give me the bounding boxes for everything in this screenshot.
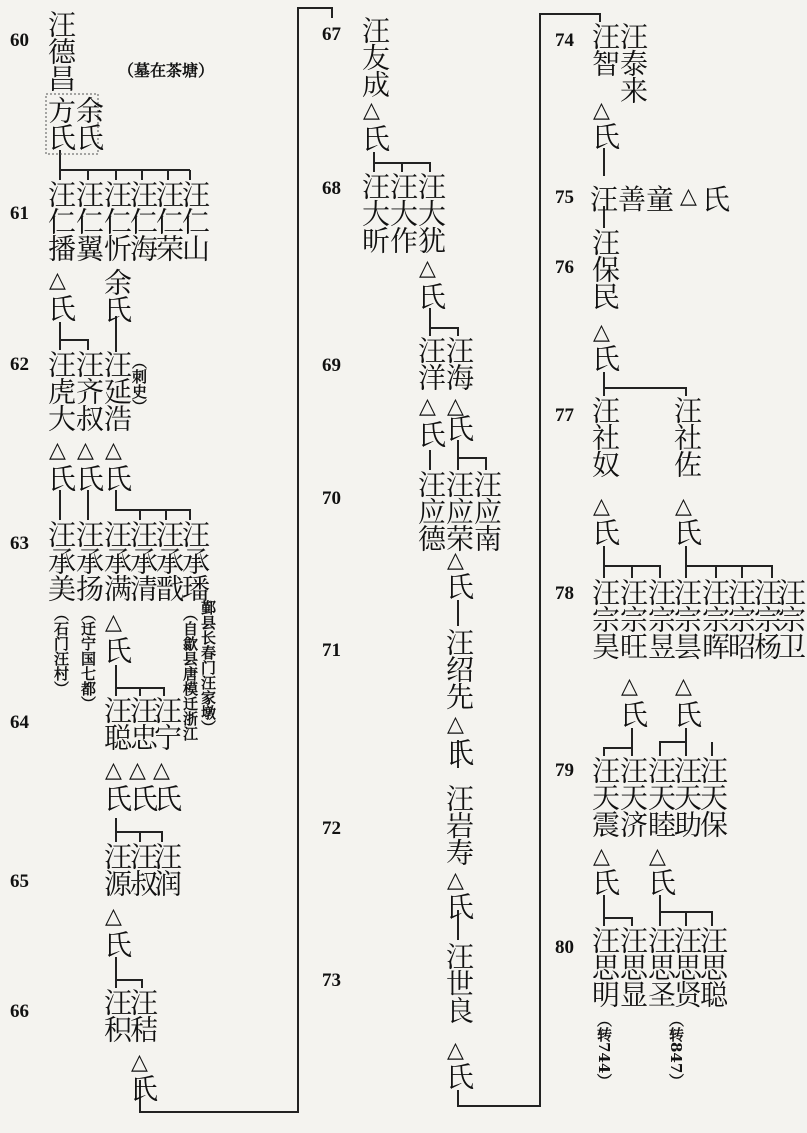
wife-g77-2: 氏 <box>670 518 703 545</box>
wife-g65: 氏 <box>100 930 133 957</box>
person-g63-2: 汪承扬 <box>72 520 105 601</box>
gen-67: 67 <box>322 24 341 45</box>
person-g68-1: 汪大昕 <box>358 172 391 253</box>
person-g63-5: 汪承戬 <box>152 520 185 601</box>
person-g79-5: 汪天保 <box>696 756 729 837</box>
gen-76: 76 <box>555 257 574 278</box>
person-g78-1: 汪宗昊 <box>588 578 621 659</box>
wife-g64-1: 氏 <box>100 784 133 811</box>
wife-g64-2: 氏 <box>126 784 159 811</box>
person-g74-2: 汪泰来 <box>616 22 649 103</box>
gen-62: 62 <box>10 354 29 375</box>
person-g66-1: 汪积 <box>100 988 133 1042</box>
person-g63-1: 汪承美 <box>44 520 77 601</box>
wife-g68: 氏 <box>414 282 447 309</box>
tri-g70: △ <box>447 548 464 573</box>
person-g64-3: 汪宁 <box>150 696 183 750</box>
tri-g79-2: △ <box>649 844 666 869</box>
wife-g70: 氏 <box>442 572 475 599</box>
wife-g76: 氏 <box>588 344 621 371</box>
wife-g64-3: 氏 <box>150 784 183 811</box>
wife-g62-2: 氏 <box>72 464 105 491</box>
person-g70-1: 汪应德 <box>414 470 447 551</box>
tri-g65: △ <box>105 904 122 929</box>
person-g61-3: 汪仁忻 <box>100 180 133 261</box>
gen-73: 73 <box>322 970 341 991</box>
g80-note-1: （转744） <box>595 1012 613 1089</box>
g63-note-2: （迁宁国七都） <box>79 606 97 711</box>
person-g64-2: 汪忠 <box>126 696 159 750</box>
g63-note-3: （自歙县唐模迁浙江 <box>181 606 199 741</box>
person-g69-1: 汪洋 <box>414 336 447 390</box>
person-g80-3: 汪思圣 <box>644 926 677 1007</box>
wife-g74: 氏 <box>588 122 621 149</box>
tri-g62-3: △ <box>105 438 122 463</box>
gen-64: 64 <box>10 712 29 733</box>
tri-g63: △ <box>105 610 122 635</box>
tri-g76: △ <box>593 320 610 345</box>
tri-g66: △ <box>131 1050 148 1075</box>
person-g80-1: 汪思明 <box>588 926 621 1007</box>
tri-g64-3: △ <box>153 758 170 783</box>
person-g61-6: 汪仁山 <box>178 180 211 261</box>
person-g78-7: 汪宗杨 <box>750 578 783 659</box>
person-g70-2: 汪应荣 <box>442 470 475 551</box>
person-g71: 汪绍先 <box>442 628 475 709</box>
tri-g61-1: △ <box>49 268 66 293</box>
person-g80-5: 汪思聪 <box>696 926 729 1007</box>
tri-g62-2: △ <box>77 438 94 463</box>
g60-note: （墓在茶塘） <box>118 61 215 80</box>
tri-g78-1: △ <box>621 674 638 699</box>
wife-g62-3: 氏 <box>100 464 133 491</box>
wife-g69-1: 氏 <box>414 420 447 447</box>
person-g63-4: 汪承清 <box>126 520 159 601</box>
tri-g69-2: △ <box>447 394 464 419</box>
person-g76: 汪保民 <box>588 228 621 309</box>
person-g61-4: 汪仁海 <box>126 180 159 261</box>
gen-70: 70 <box>322 488 341 509</box>
wife-g72: 氏 <box>442 892 475 919</box>
person-g65-2: 汪叔 <box>126 842 159 896</box>
gen-66: 66 <box>10 1001 29 1022</box>
person-g63-3: 汪承满 <box>100 520 133 601</box>
wife-g71: 氏 <box>442 738 475 765</box>
tri-g64-2: △ <box>129 758 146 783</box>
person-g61-2: 汪仁翼 <box>72 180 105 261</box>
g63-note-4: 鄞县长春门汪家墩） <box>199 600 217 735</box>
gen-65: 65 <box>10 871 29 892</box>
wife-g61-1: 氏 <box>44 294 77 321</box>
person-g66-2: 汪秸 <box>126 988 159 1042</box>
wife-g78-2: 氏 <box>670 700 703 727</box>
person-g78-6: 汪宗昭 <box>724 578 757 659</box>
wife-g78-1: 氏 <box>616 700 649 727</box>
wife-g60-yu: 余氏 <box>72 96 105 150</box>
tri-g71: △ <box>447 712 464 737</box>
tri-g77-2: △ <box>675 494 692 519</box>
tri-g72: △ <box>447 868 464 893</box>
person-g62-1: 汪虎大 <box>44 350 77 431</box>
wife-g66: 氏 <box>126 1074 159 1101</box>
person-g70-3: 汪应南 <box>470 470 503 551</box>
person-g67: 汪友成 <box>358 16 391 97</box>
person-g61-1: 汪仁播 <box>44 180 77 261</box>
wife-g75: 氏 <box>702 183 731 216</box>
tri-g69-1: △ <box>419 394 436 419</box>
gen-80: 80 <box>555 937 574 958</box>
person-g61-5: 汪仁荣 <box>152 180 185 261</box>
person-g79-3: 汪天睦 <box>644 756 677 837</box>
tri-g78-2: △ <box>675 674 692 699</box>
person-g78-8: 汪宗卫 <box>774 578 807 659</box>
tri-g79-1: △ <box>593 844 610 869</box>
person-g65-3: 汪润 <box>150 842 183 896</box>
person-g79-4: 汪天助 <box>670 756 703 837</box>
gen-63: 63 <box>10 533 29 554</box>
person-g77-2: 汪社佐 <box>670 396 703 477</box>
wife-g79-2: 氏 <box>644 868 677 895</box>
person-g80-4: 汪思贤 <box>670 926 703 1007</box>
tri-g77-1: △ <box>593 494 610 519</box>
tri-g74: △ <box>593 98 610 123</box>
person-g80-2: 汪思显 <box>616 926 649 1007</box>
gen-78: 78 <box>555 583 574 604</box>
gen-72: 72 <box>322 818 341 839</box>
wife-g62-1: 氏 <box>44 464 77 491</box>
person-g78-3: 汪宗昱 <box>644 578 677 659</box>
person-g75: 汪善童 <box>590 183 675 216</box>
gen-61: 61 <box>10 203 29 224</box>
person-g63-6: 汪承璠 <box>178 520 211 601</box>
person-g65-1: 汪源 <box>100 842 133 896</box>
g62-note: （刺史） <box>130 354 148 414</box>
gen-75: 75 <box>555 187 574 208</box>
person-g78-2: 汪宗旺 <box>616 578 649 659</box>
person-g64-1: 汪聪 <box>100 696 133 750</box>
wife-g61-3: 余氏 <box>100 268 133 322</box>
tri-g67: △ <box>363 98 380 123</box>
wife-g67: 氏 <box>358 124 391 151</box>
gen-74: 74 <box>555 30 574 51</box>
person-g79-1: 汪天震 <box>588 756 621 837</box>
g63-note-1: （石门汪村） <box>52 606 70 696</box>
gen-68: 68 <box>322 178 341 199</box>
person-g78-4: 汪宗昙 <box>670 578 703 659</box>
gen-77: 77 <box>555 405 574 426</box>
gen-60: 60 <box>10 30 29 51</box>
tri-g68: △ <box>419 256 436 281</box>
wife-g77-1: 氏 <box>588 518 621 545</box>
person-g62-2: 汪齐叔 <box>72 350 105 431</box>
wife-g79-1: 氏 <box>588 868 621 895</box>
person-g77-1: 汪社奴 <box>588 396 621 477</box>
tri-g62-1: △ <box>49 438 66 463</box>
person-g79-2: 汪天济 <box>616 756 649 837</box>
wife-g63-3: 氏 <box>100 636 133 663</box>
person-g62-3: 汪延浩 <box>100 350 133 431</box>
wife-g69-2: 氏 <box>442 414 475 441</box>
gen-71: 71 <box>322 640 341 661</box>
person-g69-2: 汪海 <box>442 336 475 390</box>
person-g68-2: 汪大作 <box>386 172 419 253</box>
tri-g73: △ <box>447 1038 464 1063</box>
person-g60: 汪德昌 <box>44 10 77 91</box>
person-g68-3: 汪大犹 <box>414 172 447 253</box>
tri-g64-1: △ <box>105 758 122 783</box>
person-g73: 汪世良 <box>442 942 475 1023</box>
wife-g60-fang: 方氏 <box>44 96 77 150</box>
person-g74-1: 汪智 <box>588 22 621 76</box>
gen-69: 69 <box>322 355 341 376</box>
g80-note-2: （转847） <box>667 1012 685 1089</box>
person-g78-5: 汪宗晖 <box>698 578 731 659</box>
wife-g73: 氏 <box>442 1062 475 1089</box>
person-g72: 汪岩寿 <box>442 784 475 865</box>
tri-g75: △ <box>680 184 697 209</box>
gen-79: 79 <box>555 760 574 781</box>
